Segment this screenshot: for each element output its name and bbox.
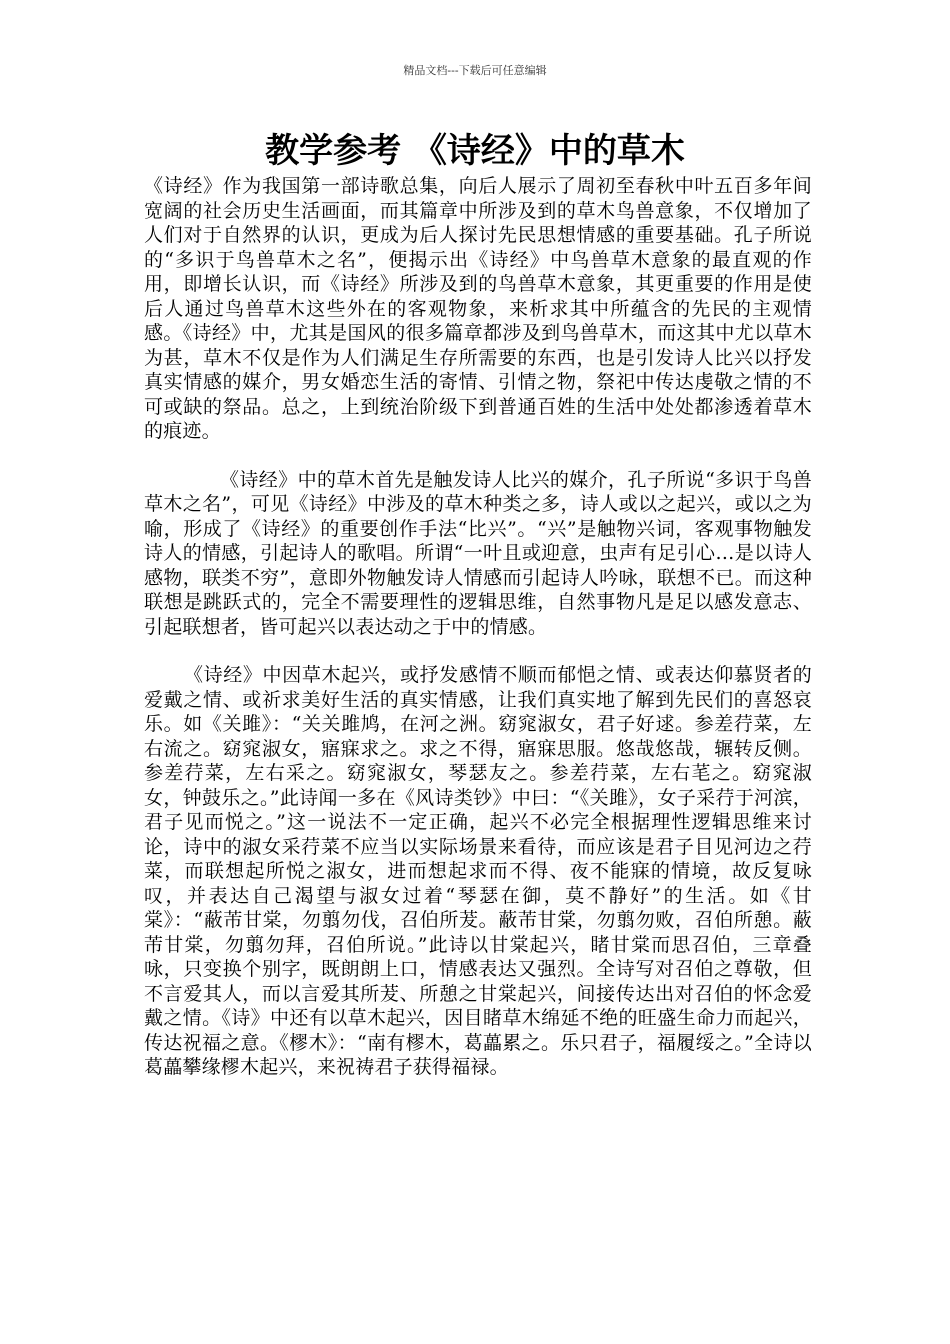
document-title: 教学参考 《诗经》中的草木 (265, 131, 685, 171)
paragraph-2: 《诗经》中的草木首先是触发诗人比兴的媒介，孔子所说“多识于鸟兽草木之名”，可见《诗经》中涉及的草木种类之多，诗人或以之起兴，或以之为喻，形成了《诗经》的重要创作手法“比兴”。“兴”是触物兴词，客观事物触发诗人的情感，引起诗人的歌唱。所谓“一叶且或迎意，虫声有足引心…是以诗人感物，联类不穷”，意即外物触发诗人情感而引起诗人吟咏，联想不已。而这种联想是跳跃式的，完全不需要理性的逻辑思维，自然事物凡是足以感发意志、引起联想者，皆可起兴以表达动之于中的情感。 (144, 468, 812, 638)
document-body (144, 174, 812, 1080)
header-note: 精品文档---下载后可任意编辑 (403, 64, 547, 77)
paragraph-1: 《诗经》作为我国第一部诗歌总集，向后人展示了周初至春秋中叶五百多年间宽阔的社会历史生活画面，而其篇章中所涉及到的草木鸟兽意象，不仅增加了人们对于自然界的认识，更成为后人探讨先民思想情感的重要基础。孔子所说的“多识于鸟兽草木之名”，便揭示出《诗经》中鸟兽草木意象的最直观的作用，即增长认识，而《诗经》所涉及到的鸟兽草木意象，其更重要的作用是使后人通过鸟兽草木这些外在的客观物象，来析求其中所蕴含的先民的主观情感。《诗经》中，尤其是国风的很多篇章都涉及到鸟兽草木，而这其中尤以草木为甚，草木不仅是作为人们满足生存所需要的东西，也是引发诗人比兴以抒发真实情感的媒介，男女婚恋生活的寄情、引情之物，祭祀中传达虔敬之情的不可或缺的祭品。总之，上到统治阶级下到普通百姓的生活中处处都渗透着草木的痕迹。 (144, 175, 812, 442)
paragraph-3: 《诗经》中因草木起兴，或抒发感情不顺而郁悒之情、或表达仰慕贤者的爱戴之情、或祈求美好生活的真实情感，让我们真实地了解到先民们的喜怒哀乐。如《关雎》：“关关雎鸠，在河之洲。窈窕淑女，君子好逑。参差荇菜，左右流之。窈窕淑女，寤寐求之。求之不得，寤寐思服。悠哉悠哉，辗转反侧。参差荇菜，左右采之。窈窕淑女，琴瑟友之。参差荇菜，左右芼之。窈窕淑女，钟鼓乐之。”此诗闻一多在《风诗类钞》中曰：“《关雎》，女子采荇于河滨，君子见而悦之。”这一说法不一定正确，起兴不必完全根据理性逻辑思维来讨论，诗中的淑女采荇菜不应当以实际场景来看待，而应该是君子目见河边之荇菜，而联想起所悦之淑女，进而想起求而不得、夜不能寐的情境，故反复咏叹，并表达自己渴望与淑女过着“琴瑟在御，莫不静好”的生活。如《甘棠》：“蔽芾甘棠，勿翦勿伐，召伯所茇。蔽芾甘棠，勿翦勿败，召伯所憩。蔽芾甘棠，勿翦勿拜，召伯所说。”此诗以甘棠起兴，睹甘棠而思召伯，三章叠咏，只变换个别字，既朗朗上口，情感表达又强烈。全诗写对召伯之尊敬，但不言爱其人，而以言爱其所茇、所憩之甘棠起兴，间接传达出对召伯的怀念爱戴之情。《诗》中还有以草木起兴，因目睹草木绵延不绝的旺盛生命力而起兴，传达祝福之意。《樛木》：“南有樛木，葛藟累之。乐只君子，福履绥之。”全诗以葛藟攀缘樛木起兴，来祝祷君子获得福禄。 (144, 664, 812, 1078)
